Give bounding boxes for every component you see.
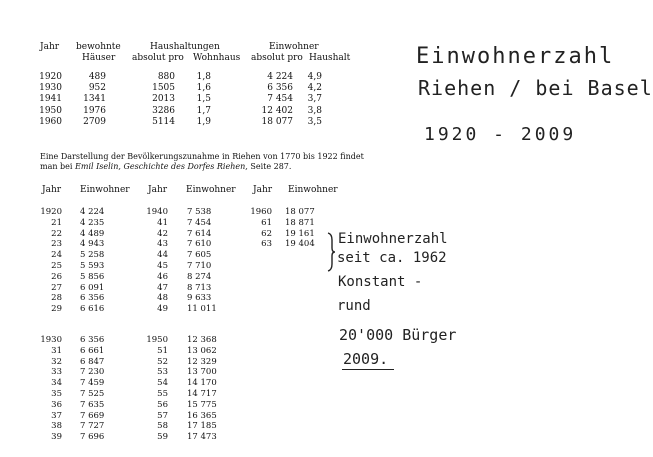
- inhabitants-cell: 6 847: [80, 356, 105, 367]
- cell-inhabitants-per-household: 3,5: [307, 116, 322, 127]
- inhabitants-cell: 11 011: [187, 304, 217, 315]
- inhabitants-cell: 17 185: [187, 421, 217, 432]
- handwritten-location: Riehen / bei Basel: [418, 76, 653, 100]
- year-cell: 41: [157, 217, 168, 228]
- year-cell: 31: [51, 345, 62, 356]
- year-cell: 48: [157, 293, 168, 304]
- year-cell: 24: [51, 250, 62, 261]
- cell-year: 1960: [39, 116, 62, 127]
- year-cell: 1930: [40, 335, 62, 345]
- inhabitants-cell: 18 871: [285, 217, 315, 228]
- cell-inhabitants-per-household: 4,9: [307, 72, 322, 82]
- inhabitants-cell: 12 329: [187, 356, 217, 367]
- cell-households: 880: [157, 72, 175, 82]
- note-underline: [342, 369, 394, 370]
- inhabitants-cell: 16 365: [187, 410, 217, 421]
- handwritten-note-line-5: 20'000 Bürger: [339, 326, 457, 344]
- source-note-line-1: Eine Darstellung der Bevölkerungszunahme in Riehen von 1770 bis 1922 findet: [40, 152, 364, 161]
- cell-households-per-house: 1,6: [196, 83, 211, 94]
- inhabitants-cell: 19 161: [285, 228, 315, 239]
- inhabitants-cell: 7 230: [80, 367, 105, 378]
- year-cell: 1950: [146, 335, 168, 345]
- year-cell: 29: [51, 304, 62, 315]
- inhabitants-cell: 4 235: [80, 217, 105, 228]
- inhabitants-cell: 7 635: [80, 399, 105, 410]
- inhabitants-cell: 5 593: [80, 261, 105, 271]
- inhabitants-cell: 7 538: [187, 207, 212, 217]
- inhabitants-cell: 14 170: [187, 378, 217, 389]
- cell-year: 1941: [39, 94, 62, 105]
- cell-houses: 1976: [83, 105, 106, 116]
- year-cell: 58: [157, 421, 168, 432]
- handwritten-period: 1920 - 2009: [424, 124, 577, 145]
- year-cell: 62: [261, 228, 272, 239]
- year-cell: 45: [157, 261, 168, 271]
- year-cell: 39: [51, 432, 62, 443]
- cell-households: 1505: [152, 83, 175, 94]
- cell-households-per-house: 1,9: [196, 116, 211, 127]
- year-cell: 21: [51, 217, 62, 228]
- cell-houses: 1341: [83, 94, 106, 105]
- inhabitants-cell: 4 224: [80, 207, 105, 217]
- handwritten-title: Einwohnerzahl: [416, 44, 615, 69]
- inhabitants-cell: 7 454: [187, 217, 212, 228]
- inhabitants-cell: 7 459: [80, 378, 105, 389]
- brace-icon: [326, 232, 336, 272]
- inhabitants-cell: 7 610: [187, 239, 212, 250]
- year-cell: 26: [51, 271, 62, 282]
- year-cell: 56: [157, 399, 168, 410]
- inhabitants-cell: 7 710: [187, 261, 212, 271]
- cell-households: 5114: [152, 116, 175, 127]
- year-cell: 28: [51, 293, 62, 304]
- year-cell: 35: [51, 389, 62, 399]
- inhabitants-cell: 5 258: [80, 250, 105, 261]
- year-cell: 42: [157, 228, 168, 239]
- year-cell: 52: [157, 356, 168, 367]
- year-cell: 32: [51, 356, 62, 367]
- handwritten-note-line-4: rund: [337, 298, 371, 314]
- year-cell: 59: [157, 432, 168, 443]
- header-households-per-house: Wohnhaus: [193, 53, 241, 63]
- header-year-c: Jahr: [253, 185, 273, 195]
- inhabitants-cell: 6 356: [80, 335, 105, 345]
- header-houses-sub: Häuser: [82, 53, 116, 63]
- year-cell: 54: [157, 378, 168, 389]
- inhabitants-cell: 6 091: [80, 282, 105, 293]
- header-inhabitants-per-household: Haushalt: [309, 53, 351, 63]
- year-cell: 51: [157, 345, 168, 356]
- cell-households-per-house: 1,8: [196, 72, 211, 82]
- inhabitants-cell: 6 616: [80, 304, 105, 315]
- header-houses: bewohnte: [76, 42, 121, 52]
- cell-households: 3286: [152, 105, 175, 116]
- inhabitants-cell: 7 696: [80, 432, 105, 443]
- inhabitants-cell: 7 525: [80, 389, 105, 399]
- inhabitants-cell: 4 489: [80, 228, 105, 239]
- header-households: Haushaltungen: [150, 42, 220, 52]
- year-cell: 55: [157, 389, 168, 399]
- inhabitants-cell: 15 775: [187, 399, 217, 410]
- header-inhabitants: Einwohner: [269, 42, 319, 52]
- year-cell: 1940: [146, 207, 168, 217]
- inhabitants-cell: 17 473: [187, 432, 217, 443]
- source-note-prefix: man bei: [40, 162, 76, 171]
- source-note-citation: Emil Iselin, Geschichte des Dorfes Riehen,: [75, 162, 248, 171]
- cell-inhabitants: 12 402: [261, 105, 293, 116]
- inhabitants-cell: 5 856: [80, 271, 105, 282]
- cell-households-per-house: 1,7: [196, 105, 211, 116]
- inhabitants-cell: 7 669: [80, 410, 105, 421]
- inhabitants-cell: 6 356: [80, 293, 105, 304]
- cell-houses: 952: [88, 83, 106, 94]
- inhabitants-cell: 8 274: [187, 271, 212, 282]
- year-cell: 57: [157, 410, 168, 421]
- inhabitants-cell: 14 717: [187, 389, 217, 399]
- cell-inhabitants-per-household: 3,7: [307, 94, 322, 105]
- cell-houses: 2709: [83, 116, 106, 127]
- cell-inhabitants: 6 356: [267, 83, 293, 94]
- year-cell: 25: [51, 261, 62, 271]
- header-inhabitants-absolute: absolut pro: [251, 53, 303, 63]
- inhabitants-cell: 13 700: [187, 367, 217, 378]
- inhabitants-cell: 8 713: [187, 282, 212, 293]
- header-year: Jahr: [40, 42, 60, 52]
- year-cell: 23: [51, 239, 62, 250]
- inhabitants-cell: 13 062: [187, 345, 217, 356]
- year-cell: 38: [51, 421, 62, 432]
- year-cell: 33: [51, 367, 62, 378]
- handwritten-note-line-6: 2009.: [343, 350, 389, 368]
- year-cell: 61: [261, 217, 272, 228]
- year-cell: 27: [51, 282, 62, 293]
- cell-inhabitants: 18 077: [261, 116, 293, 127]
- cell-households: 2013: [152, 94, 175, 105]
- inhabitants-cell: 19 404: [285, 239, 315, 250]
- cell-year: 1950: [39, 105, 62, 116]
- inhabitants-cell: 7 614: [187, 228, 212, 239]
- source-note-line-2: [40, 162, 291, 172]
- handwritten-note-line-1: Einwohnerzahl: [338, 231, 448, 247]
- year-cell: 37: [51, 410, 62, 421]
- inhabitants-cell: 7 727: [80, 421, 105, 432]
- cell-inhabitants-per-household: 3,8: [307, 105, 322, 116]
- handwritten-note-line-3: Konstant -: [338, 274, 423, 290]
- inhabitants-cell: 9 633: [187, 293, 212, 304]
- cell-year: 1930: [39, 83, 62, 94]
- year-cell: 49: [157, 304, 168, 315]
- inhabitants-cell: 12 368: [187, 335, 217, 345]
- header-year-a: Jahr: [42, 185, 62, 195]
- cell-households-per-house: 1,5: [196, 94, 211, 105]
- header-inhabitants-b: Einwohner: [186, 185, 236, 195]
- cell-inhabitants-per-household: 4,2: [307, 83, 322, 94]
- year-cell: 47: [157, 282, 168, 293]
- cell-inhabitants: 4 224: [267, 72, 293, 82]
- year-cell: 1960: [250, 207, 272, 217]
- year-cell: 22: [51, 228, 62, 239]
- year-cell: 53: [157, 367, 168, 378]
- year-cell: 46: [157, 271, 168, 282]
- cell-year: 1920: [39, 72, 62, 82]
- inhabitants-cell: 18 077: [285, 207, 315, 217]
- year-cell: 43: [157, 239, 168, 250]
- year-cell: 36: [51, 399, 62, 410]
- year-cell: 63: [261, 239, 272, 250]
- source-note-suffix: Seite 287.: [247, 162, 292, 171]
- header-inhabitants-c: Einwohner: [288, 185, 338, 195]
- header-year-b: Jahr: [148, 185, 168, 195]
- cell-inhabitants: 7 454: [267, 94, 293, 105]
- inhabitants-cell: 4 943: [80, 239, 105, 250]
- header-households-absolute: absolut pro: [132, 53, 184, 63]
- cell-houses: 489: [88, 72, 106, 82]
- inhabitants-cell: 6 661: [80, 345, 105, 356]
- header-inhabitants-a: Einwohner: [80, 185, 130, 195]
- year-cell: 1920: [40, 207, 62, 217]
- year-cell: 44: [157, 250, 168, 261]
- inhabitants-cell: 7 605: [187, 250, 212, 261]
- year-cell: 34: [51, 378, 62, 389]
- handwritten-note-line-2: seit ca. 1962: [337, 250, 447, 266]
